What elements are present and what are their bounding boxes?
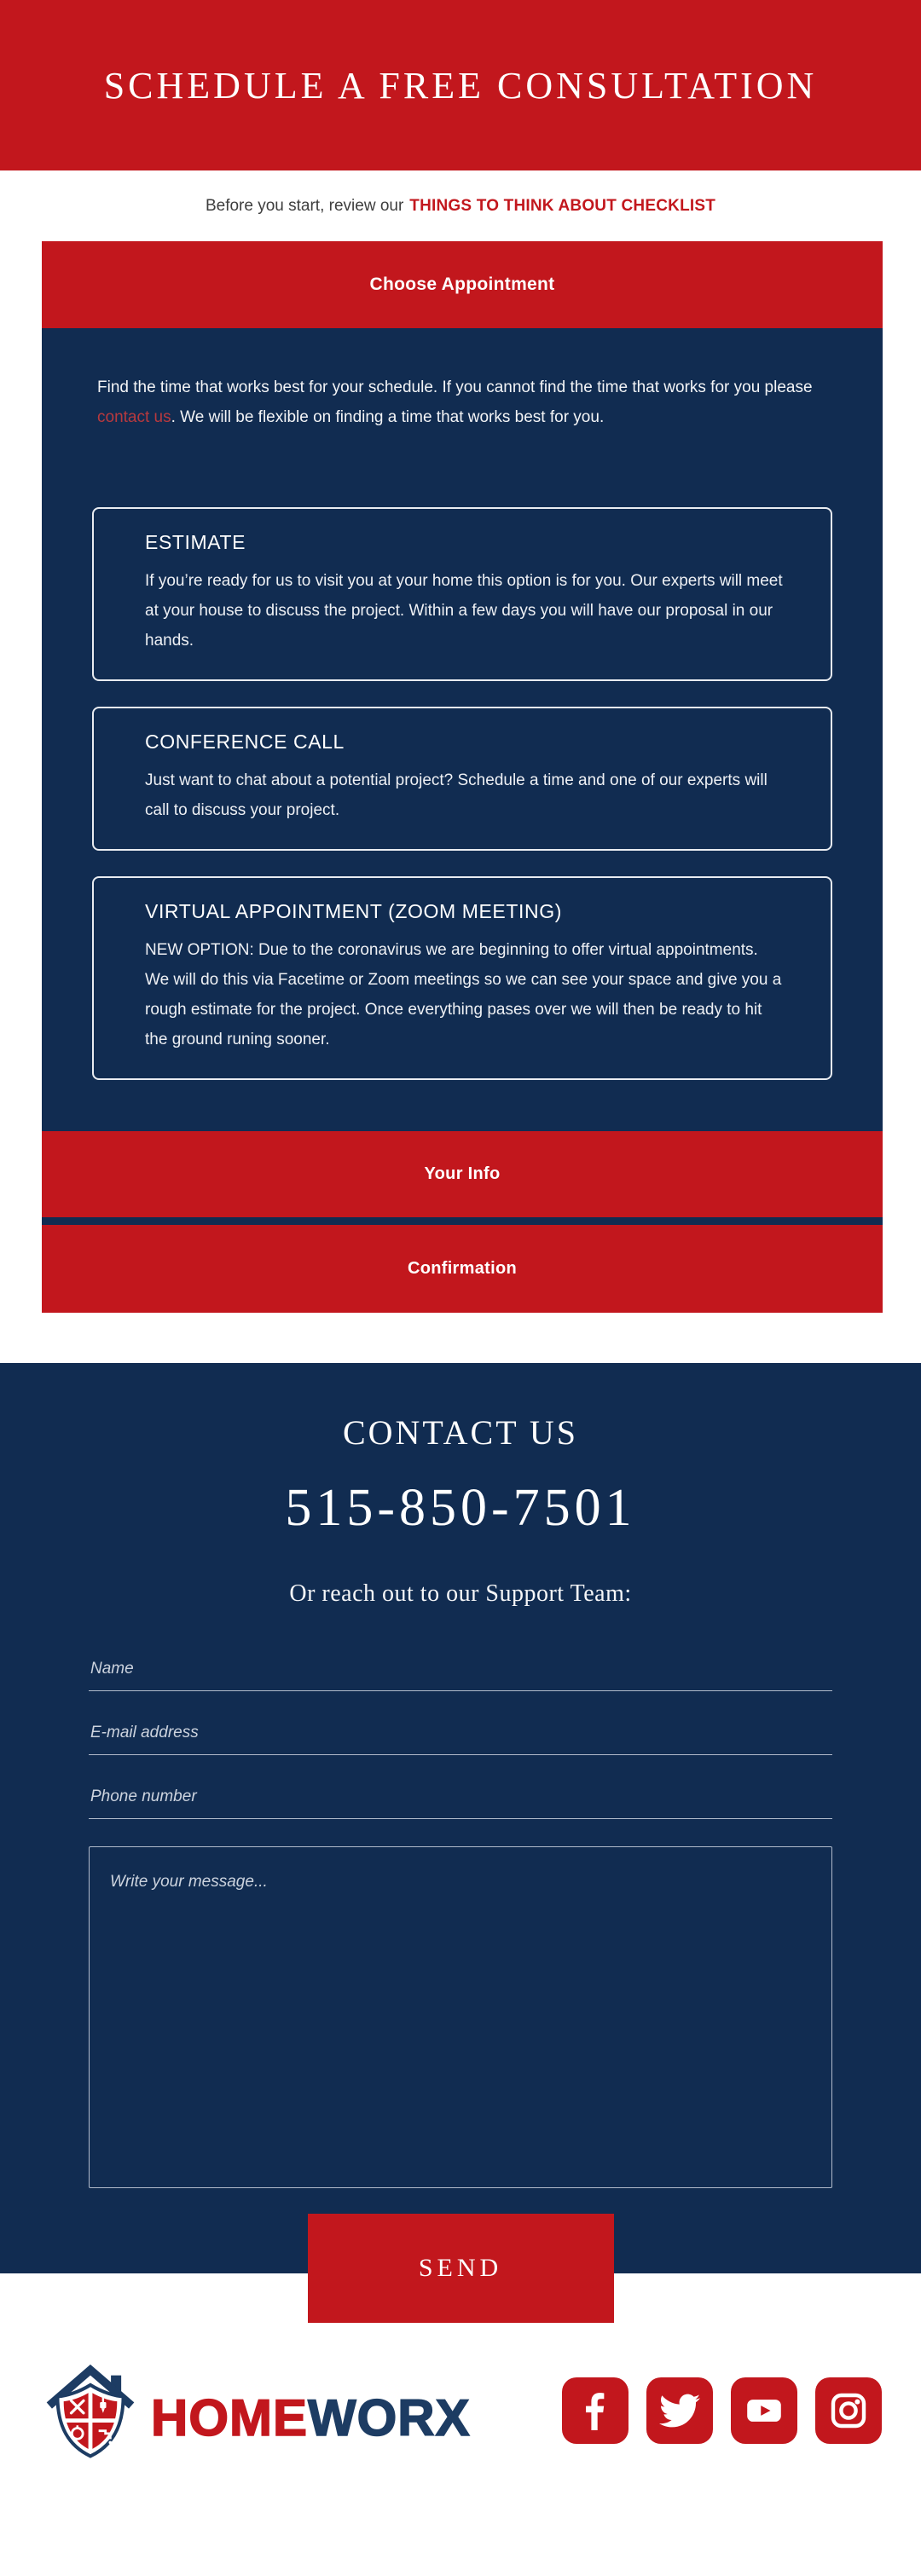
brand-logo	[45, 2374, 471, 2463]
step-tab-label: Confirmation	[407, 1259, 518, 1278]
step-tab-choose-appointment[interactable]	[42, 241, 883, 328]
twitter-icon	[659, 2390, 700, 2431]
contact-us-link[interactable]: contact us	[97, 408, 171, 426]
page-title: SCHEDULE A FREE CONSULTATION	[103, 64, 818, 107]
option-description: NEW OPTION: Due to the coronavirus we are beginning to offer virtual appointments. We will do this via Facetime or Zoom meetings so we can see your space and give you a rough estimate for the project. Once everything pases over we will then be ready to hit the ground runing sooner.	[145, 941, 782, 1048]
brand-home: HOME	[151, 2389, 308, 2446]
twitter-link[interactable]	[646, 2377, 713, 2444]
option-title: CONFERENCE CALL	[145, 731, 345, 753]
appointment-option-estimate[interactable]	[92, 507, 832, 681]
phone-input[interactable]	[89, 1782, 832, 1819]
facebook-icon	[576, 2391, 615, 2430]
name-input[interactable]	[89, 1655, 832, 1691]
step-tab-confirmation[interactable]	[42, 1225, 883, 1313]
option-description: Just want to chat about a potential project? Schedule a time and one of our experts will call to discuss your project.	[145, 771, 768, 819]
intro-prefix: Find the time that works best for your schedule. If you cannot find the time that works for you please	[97, 378, 813, 396]
instagram-icon	[828, 2390, 869, 2431]
youtube-link[interactable]	[731, 2377, 797, 2444]
homeworx-shield-icon	[45, 2362, 136, 2463]
appointment-option-conference-call[interactable]	[92, 707, 832, 851]
intro-text	[97, 373, 826, 432]
social-links	[562, 2377, 882, 2444]
message-textarea[interactable]	[89, 1846, 832, 2188]
support-subheading: Or reach out to our Support Team:	[289, 1580, 632, 1607]
phone-number: 515-850-7501	[285, 1479, 636, 1537]
step-tab-label: Your Info	[424, 1164, 501, 1183]
hero-banner	[0, 0, 921, 170]
pre-note-text: Before you start, review our	[205, 196, 404, 215]
instagram-link[interactable]	[815, 2377, 882, 2444]
youtube-icon	[743, 2389, 785, 2432]
contact-heading: CONTACT US	[342, 1413, 579, 1452]
option-title: VIRTUAL APPOINTMENT (ZOOM MEETING)	[145, 900, 562, 922]
intro-suffix: . We will be flexible on finding a time that works best for you.	[171, 408, 605, 426]
facebook-link[interactable]	[562, 2377, 628, 2444]
scheduler-widget	[42, 241, 883, 1313]
appointment-options-panel	[42, 328, 883, 1131]
step-tab-your-info[interactable]	[42, 1131, 883, 1217]
appointment-option-virtual-appointment[interactable]	[92, 876, 832, 1080]
brand-worx: WORX	[308, 2389, 471, 2446]
brand-name	[151, 2389, 471, 2446]
pre-note	[0, 170, 921, 241]
step-divider	[42, 1217, 883, 1225]
section-spacer	[0, 1313, 921, 1363]
send-button[interactable]: SEND	[308, 2214, 614, 2323]
step-tab-label: Choose Appointment	[369, 274, 555, 294]
option-description: If you’re ready for us to visit you at your home this option is for you. Our experts will meet at your house to discuss the project. Within a few days you will have our proposal in our hands.	[145, 572, 783, 650]
email-input[interactable]	[89, 1718, 832, 1755]
contact-form	[89, 1655, 832, 2323]
option-title: ESTIMATE	[145, 531, 246, 553]
checklist-link[interactable]: THINGS TO THINK ABOUT CHECKLIST	[409, 196, 716, 215]
contact-section	[0, 1363, 921, 2323]
